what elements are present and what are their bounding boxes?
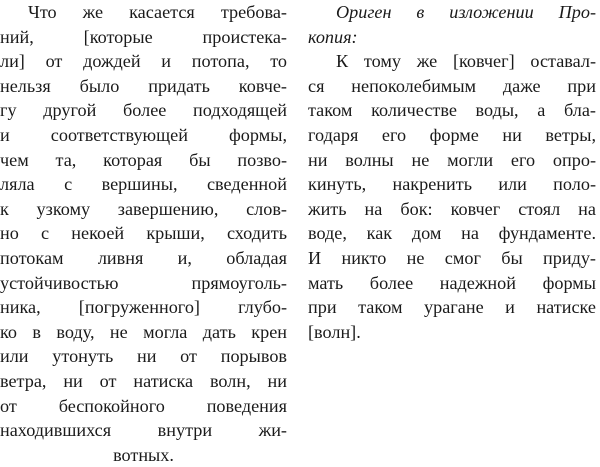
text-line: или утонуть ни от порывов — [0, 346, 287, 367]
text-line: жить на бок: ковчег стоял на — [308, 198, 596, 219]
text-line: ко в воду, не могла дать крен — [0, 321, 287, 342]
text-line: ний, [которые проистека- — [0, 26, 287, 47]
text-line: ли] от дождей и потопа, то — [0, 51, 287, 72]
text-line: [волн]. — [308, 321, 361, 342]
text-line: к узкому завершению, слов- — [0, 198, 287, 219]
text-line: нельзя было придать ковче- — [0, 75, 287, 96]
text-line: от беспокойного поведения — [0, 395, 287, 416]
text-line: находившихся внутри жи- — [0, 420, 287, 441]
text-line: устойчивостью прямоуголь- — [0, 272, 287, 293]
text-line: но с некоей крыши, сходить — [0, 223, 287, 244]
right-column — [308, 0, 596, 344]
text-line: и соответствующей формы, — [0, 124, 287, 145]
text-line: ни волны не могли его опро- — [308, 149, 596, 170]
text-line: Что же касается требова- — [28, 2, 287, 22]
text-line: годаря его форме ни ветры, — [308, 124, 596, 145]
text-line: воде, как дом на фундаменте. — [308, 223, 596, 244]
text-line: мать более надежной формы — [308, 272, 596, 293]
text-line: вотных. — [113, 444, 174, 465]
text-line: кинуть, накренить или поло- — [308, 174, 596, 195]
text-line: при таком урагане и натиске — [308, 297, 596, 318]
text-line: К тому же [ковчег] оставал- — [336, 51, 596, 72]
text-line: потокам ливня и, обладая — [0, 247, 287, 268]
text-line: гу другой более подходящей — [0, 100, 287, 121]
left-column — [0, 0, 287, 467]
text-line: И никто не смог бы приду- — [308, 247, 596, 268]
text-line: ветра, ни от натиска волн, ни — [0, 370, 287, 391]
section-heading: Ориген в изложении Про- — [336, 2, 596, 22]
text-line: чем та, которая бы позво- — [0, 149, 287, 170]
text-line: ся непоколебимым даже при — [308, 75, 596, 96]
text-line: таком количестве воды, а бла- — [308, 100, 596, 121]
text-line: ляла с вершины, сведенной — [0, 174, 287, 195]
section-heading: копия: — [308, 26, 358, 47]
text-line: ника, [погруженного] глубо- — [0, 297, 287, 318]
